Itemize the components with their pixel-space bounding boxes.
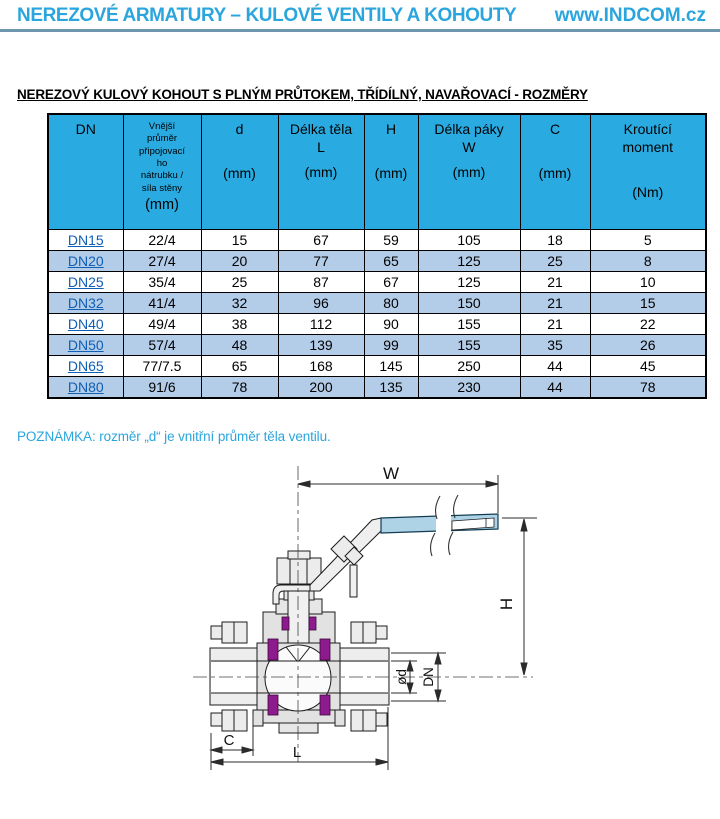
cell-d: 32 (201, 292, 278, 313)
valve-cross-section (185, 455, 555, 800)
dn-link[interactable]: DN20 (67, 252, 104, 269)
col-header-c: C (mm) (520, 114, 590, 229)
table-row (48, 376, 706, 398)
cell-h: 135 (364, 376, 418, 398)
handle-sleeve-group (381, 495, 498, 556)
cell-h: 99 (364, 334, 418, 355)
dim-label-l: L (292, 744, 302, 761)
cell-outer: 57/4 (123, 334, 201, 355)
cell-d: 15 (201, 229, 278, 250)
table-row (48, 229, 706, 250)
dimensions-table (47, 113, 707, 399)
cell-d: 25 (201, 271, 278, 292)
cell-c: 21 (520, 313, 590, 334)
dn-link[interactable]: DN65 (67, 357, 104, 374)
website-link[interactable]: www.INDCOM.cz (554, 5, 706, 26)
table-row (48, 250, 706, 271)
cell-l: 139 (278, 334, 364, 355)
cell-c: 21 (520, 271, 590, 292)
cell-c: 44 (520, 376, 590, 398)
cell-w: 155 (418, 313, 520, 334)
cell-w: 125 (418, 250, 520, 271)
col-header-d: d (mm) (201, 114, 278, 229)
dn-link[interactable]: DN50 (67, 336, 104, 353)
cell-outer: 27/4 (123, 250, 201, 271)
cell-outer: 41/4 (123, 292, 201, 313)
cell-w: 105 (418, 229, 520, 250)
cell-c: 35 (520, 334, 590, 355)
col-header-torque: Kroutící moment (Nm) (590, 114, 706, 229)
cell-l: 200 (278, 376, 364, 398)
cell-nm: 8 (590, 250, 706, 271)
dn-link[interactable]: DN40 (67, 315, 104, 332)
cell-outer: 77/7.5 (123, 355, 201, 376)
page-title: NEREZOVÉ ARMATURY – KULOVÉ VENTILY A KOHOUTY (17, 5, 517, 26)
dim-label-w: W (382, 464, 400, 483)
table-row (48, 313, 706, 334)
cell-nm: 22 (590, 313, 706, 334)
cell-d: 20 (201, 250, 278, 271)
page-header (17, 5, 706, 27)
cell-w: 230 (418, 376, 520, 398)
cell-l: 87 (278, 271, 364, 292)
cell-h: 65 (364, 250, 418, 271)
cell-w: 250 (418, 355, 520, 376)
dn-link[interactable]: DN15 (67, 231, 104, 248)
cell-h: 67 (364, 271, 418, 292)
cell-outer: 49/4 (123, 313, 201, 334)
cell-l: 67 (278, 229, 364, 250)
col-header-body-length: Délka těla L (mm) (278, 114, 364, 229)
cell-c: 21 (520, 292, 590, 313)
table-row (48, 292, 706, 313)
cell-nm: 5 (590, 229, 706, 250)
col-header-dn: DN (48, 114, 123, 229)
section-title: NEREZOVÝ KULOVÝ KOHOUT S PLNÝM PRŮTOKEM, TŘÍDÍLNÝ, NAVAŘOVACÍ - ROZMĚRY (17, 87, 588, 102)
col-header-outer-diameter: Vnější průměr připojovací ho nátrubku / síla stěny (mm) (123, 114, 201, 229)
cell-w: 150 (418, 292, 520, 313)
dn-link[interactable]: DN80 (67, 378, 104, 395)
cell-c: 25 (520, 250, 590, 271)
cell-nm: 15 (590, 292, 706, 313)
cell-nm: 78 (590, 376, 706, 398)
note: POZNÁMKA: rozměr „d“ je vnitřní průměr těla ventilu. (17, 429, 331, 444)
cell-d: 38 (201, 313, 278, 334)
table-row (48, 355, 706, 376)
valve-body-group (210, 518, 389, 733)
cell-d: 65 (201, 355, 278, 376)
cell-l: 168 (278, 355, 364, 376)
table-row (48, 334, 706, 355)
dim-label-h: H (497, 597, 516, 611)
cell-outer: 91/6 (123, 376, 201, 398)
cell-w: 155 (418, 334, 520, 355)
dn-link[interactable]: DN32 (67, 294, 104, 311)
cell-l: 77 (278, 250, 364, 271)
cell-c: 44 (520, 355, 590, 376)
dn-link[interactable]: DN25 (67, 273, 104, 290)
cell-nm: 26 (590, 334, 706, 355)
dim-label-c: C (223, 732, 235, 749)
cell-w: 125 (418, 271, 520, 292)
cell-nm: 45 (590, 355, 706, 376)
table-row (48, 271, 706, 292)
cell-h: 80 (364, 292, 418, 313)
cell-h: 145 (364, 355, 418, 376)
cell-nm: 10 (590, 271, 706, 292)
cell-d: 78 (201, 376, 278, 398)
header-divider (0, 29, 720, 32)
cell-c: 18 (520, 229, 590, 250)
col-header-lever-length: Délka páky W (mm) (418, 114, 520, 229)
cell-h: 59 (364, 229, 418, 250)
cell-h: 90 (364, 313, 418, 334)
dim-label-od: ød (394, 669, 409, 685)
cell-d: 48 (201, 334, 278, 355)
dim-label-dn: DN (421, 667, 436, 687)
cell-l: 112 (278, 313, 364, 334)
cell-outer: 22/4 (123, 229, 201, 250)
col-header-h: H (mm) (364, 114, 418, 229)
cell-outer: 35/4 (123, 271, 201, 292)
table-header-row (48, 114, 706, 229)
cell-l: 96 (278, 292, 364, 313)
